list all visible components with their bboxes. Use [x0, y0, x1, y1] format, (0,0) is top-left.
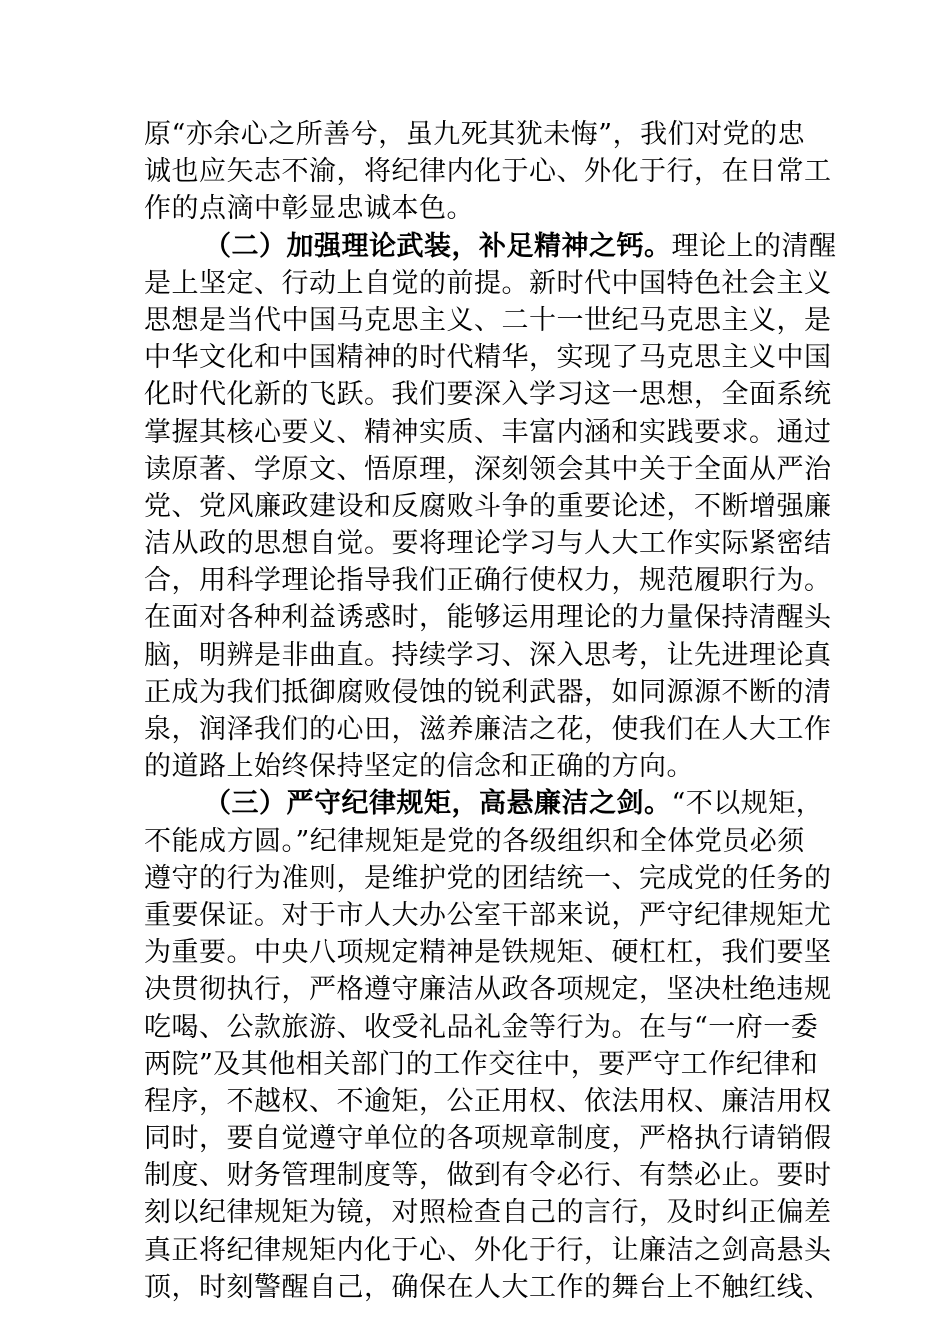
- text-line: 读原著、学原文、悟原理，深刻领会其中关于全面从严治: [144, 453, 832, 485]
- section-three-heading: （三）严守纪律规矩，高悬廉洁之剑。: [204, 788, 672, 820]
- section-two-heading: （二）加强理论武装，补足精神之钙。: [204, 230, 672, 262]
- section-two-first-line: [144, 228, 837, 265]
- text-line: 不能成方圆。”纪律规矩是党的各级组织和全体党员必须: [144, 825, 805, 857]
- section-three-first-line-rest: “不以规矩，: [671, 788, 824, 820]
- text-line: 脑，明辨是非曲直。持续学习、深入思考，让先进理论真: [144, 639, 832, 671]
- text-line: 两院”及其他相关部门的工作交往中，要严守工作纪律和: [144, 1048, 819, 1080]
- text-line: 刻以纪律规矩为镜，对照检查自己的言行，及时纠正偏差: [144, 1197, 832, 1229]
- text-line: 思想是当代中国马克思主义、二十一世纪马克思主义，是: [144, 304, 832, 336]
- text-line: 党、党风廉政建设和反腐败斗争的重要论述，不断增强廉: [144, 490, 832, 522]
- text-line: 为重要。中央八项规定精神是铁规矩、硬杠杠，我们要坚: [144, 937, 832, 969]
- text-line: 诚也应矢志不渝，将纪律内化于心、外化于行，在日常工: [144, 156, 832, 188]
- text-line: 掌握其核心要义、精神实质、丰富内涵和实践要求。通过: [144, 416, 832, 448]
- text-line: 作的点滴中彰显忠诚本色。: [144, 193, 474, 225]
- body-text: [144, 116, 837, 1306]
- text-line: 真正将纪律规矩内化于心、外化于行，让廉洁之剑高悬头: [144, 1234, 832, 1266]
- text-line: 化时代化新的飞跃。我们要深入学习这一思想，全面系统: [144, 379, 832, 411]
- text-line: 泉，润泽我们的心田，滋养廉洁之花，使我们在人大工作: [144, 714, 832, 745]
- section-two-first-line-rest: 理论上的清醒: [671, 230, 837, 262]
- text-line: 吃喝、公款旅游、收受礼品礼金等行为。在与“一府一委: [144, 1011, 819, 1043]
- text-line: 正成为我们抵御腐败侵蚀的锐利武器，如同源源不断的清: [144, 676, 832, 708]
- text-line: 同时，要自觉遵守单位的各项规章制度，严格执行请销假: [144, 1123, 832, 1155]
- text-line: 决贯彻执行，严格遵守廉洁从政各项规定，坚决杜绝违规: [144, 974, 832, 1006]
- text-line: 在面对各种利益诱惑时，能够运用理论的力量保持清醒头: [144, 602, 832, 634]
- text-line: 原“亦余心之所善兮，虽九死其犹未悔”，我们对党的忠: [144, 119, 806, 150]
- text-line: 遵守的行为准则，是维护党的团结统一、完成党的任务的: [144, 862, 832, 894]
- text-line: 中华文化和中国精神的时代精华，实现了马克思主义中国: [144, 342, 832, 374]
- text-line: 是上坚定、行动上自觉的前提。新时代中国特色社会主义: [144, 267, 832, 299]
- text-line: 合，用科学理论指导我们正确行使权力，规范履职行为。: [144, 565, 832, 597]
- text-line: 洁从政的思想自觉。要将理论学习与人大工作实际紧密结: [144, 528, 832, 560]
- text-line: 顶，时刻警醒自己，确保在人大工作的舞台上不触红线、: [144, 1271, 832, 1303]
- text-line: 制度、财务管理制度等，做到有令必行、有禁必止。要时: [144, 1160, 832, 1192]
- text-line: 程序，不越权、不逾矩，公正用权、依法用权、廉洁用权: [144, 1085, 832, 1117]
- section-three-first-line: [144, 785, 824, 822]
- text-line: 重要保证。对于市人大办公室干部来说，严守纪律规矩尤: [144, 899, 832, 931]
- text-line: 的道路上始终保持坚定的信念和正确的方向。: [144, 751, 694, 783]
